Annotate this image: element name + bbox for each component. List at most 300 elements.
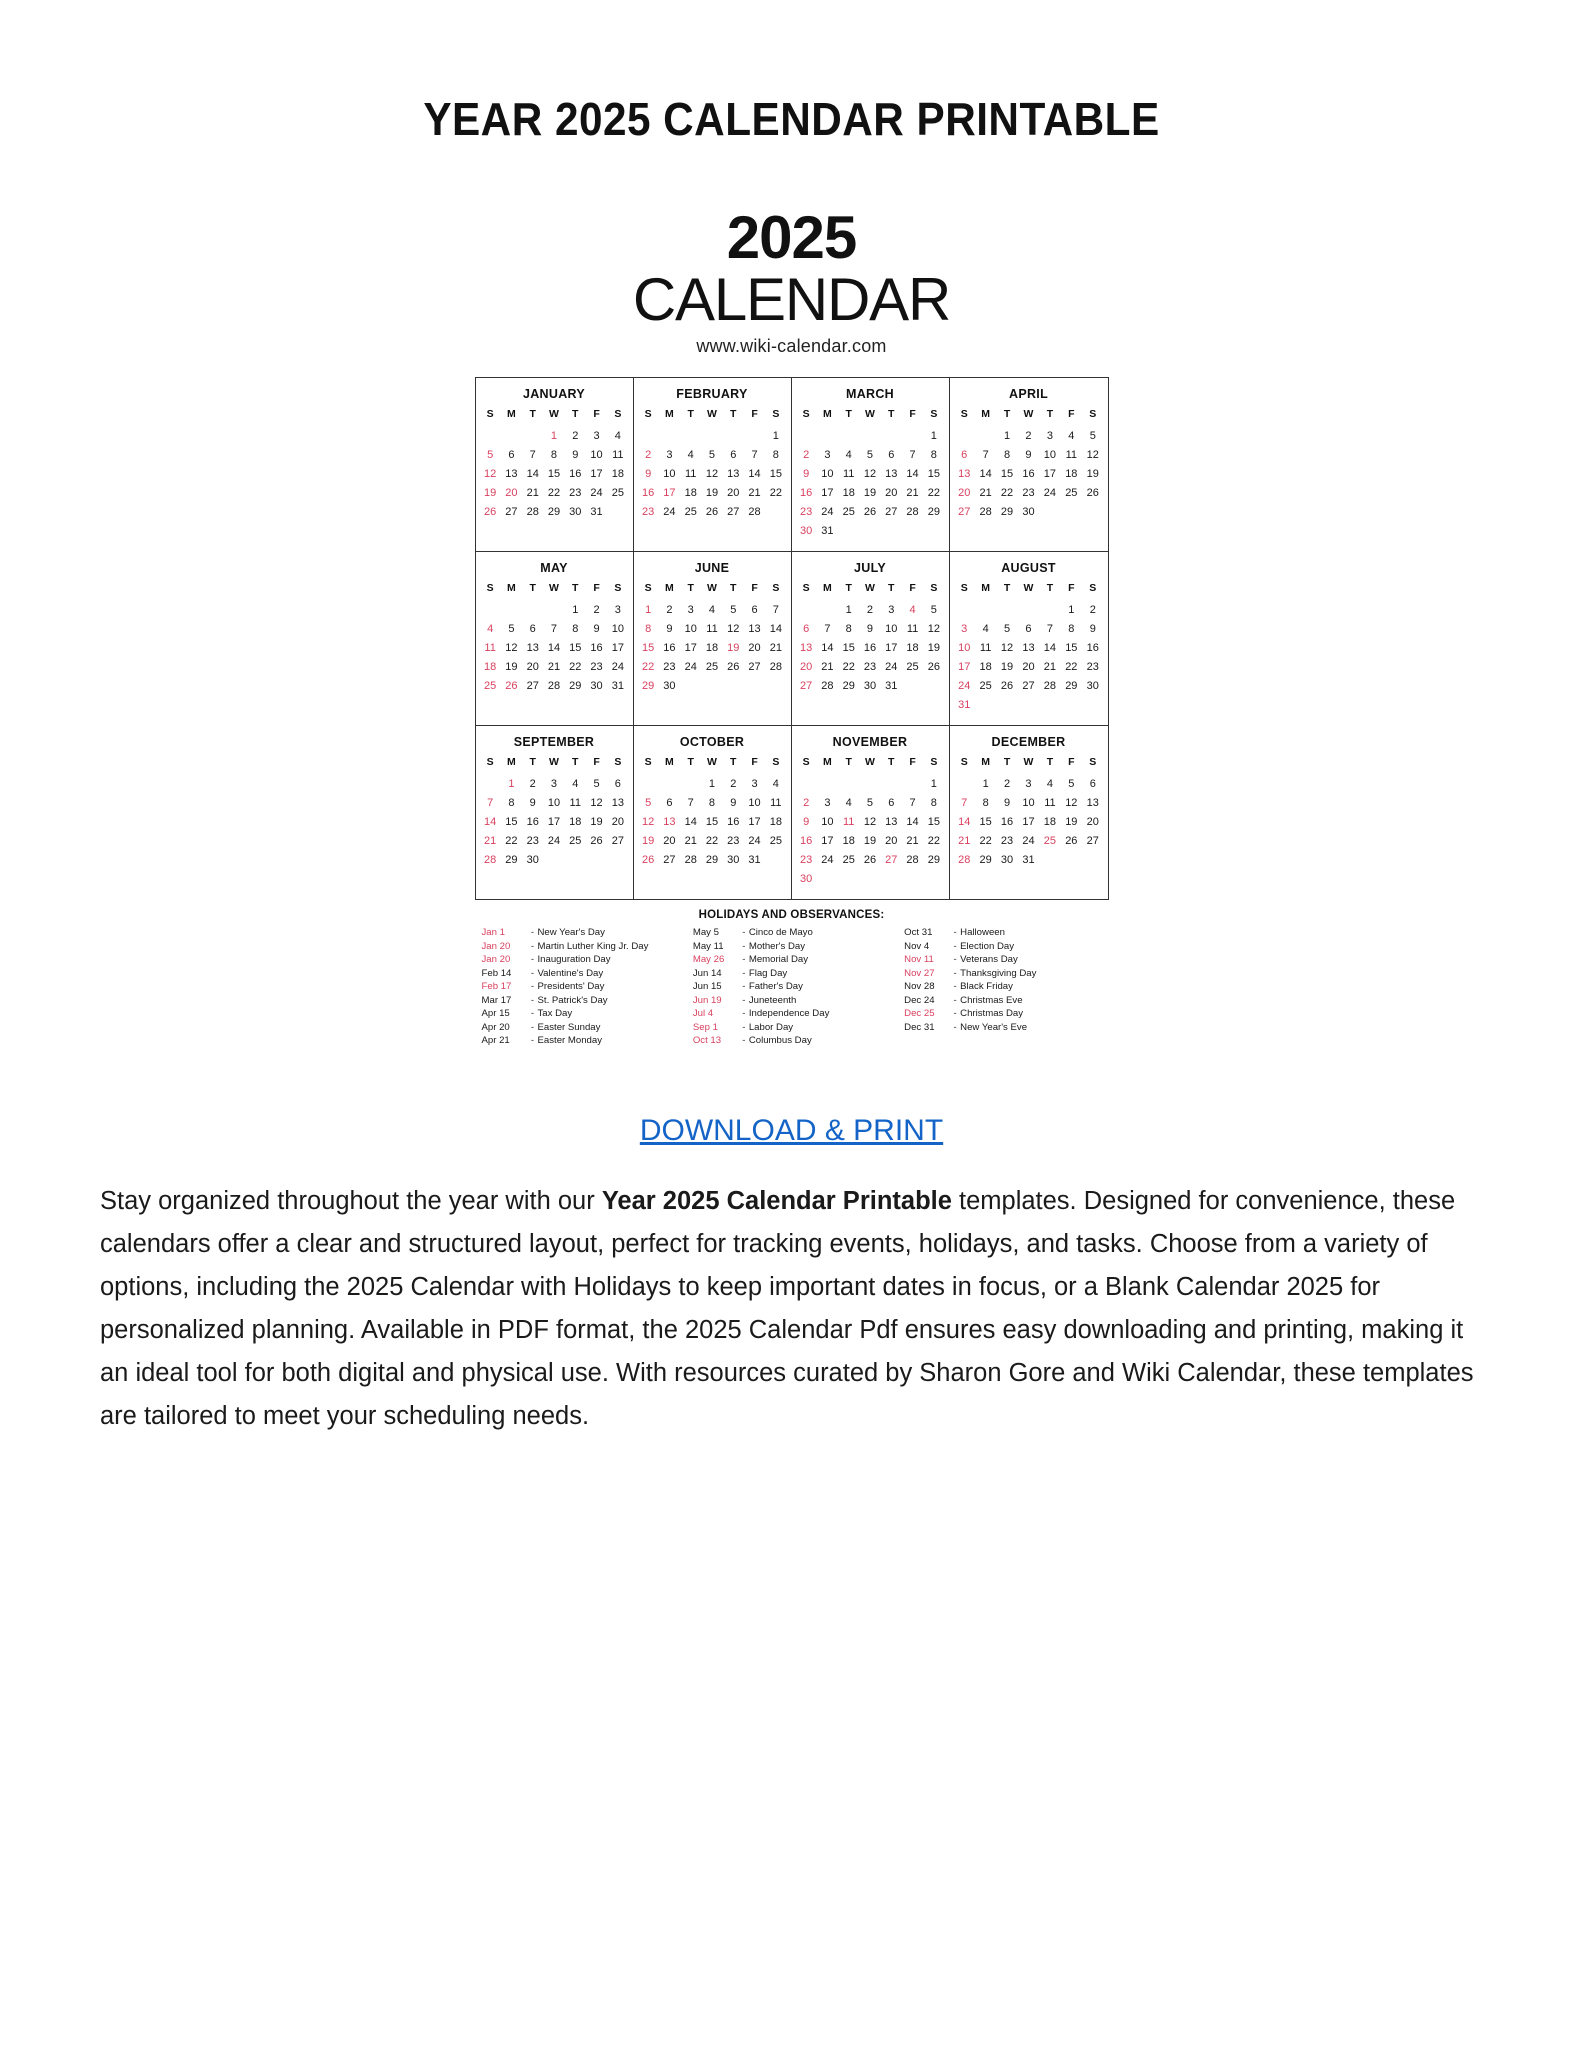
holiday-name: Tax Day <box>537 1008 573 1019</box>
day-cell: 5 <box>1089 429 1096 442</box>
day-cell-empty <box>522 600 543 619</box>
day-cell: 11 <box>1065 448 1078 461</box>
weekday-header: T <box>730 756 737 768</box>
week-row <box>480 676 629 695</box>
weekday-header: S <box>644 756 652 768</box>
day-cell-empty <box>744 426 765 445</box>
day-cell: 30 <box>1022 505 1035 518</box>
day-cell: 15 <box>927 467 940 480</box>
holiday-row <box>482 926 679 940</box>
day-cell: 25 <box>979 679 992 692</box>
day-cell: 27 <box>885 853 898 866</box>
day-cell: 25 <box>1043 834 1057 847</box>
week-row <box>796 483 945 502</box>
day-cell: 17 <box>821 834 834 847</box>
day-cell: 14 <box>958 815 971 828</box>
day-cell: 12 <box>1086 448 1099 461</box>
month-table <box>480 582 629 695</box>
day-cell: 7 <box>909 448 916 461</box>
week-row <box>796 464 945 483</box>
week-row <box>638 812 787 831</box>
day-cell: 4 <box>687 448 694 461</box>
day-cell-empty <box>723 426 744 445</box>
day-cell: 8 <box>708 796 716 809</box>
day-cell-empty <box>817 869 838 888</box>
holidays-column <box>693 926 890 1048</box>
weekday-header: T <box>572 582 579 594</box>
holiday-row <box>482 1034 679 1048</box>
holidays-columns <box>476 926 1108 1048</box>
holiday-date: Mar 17 <box>481 994 512 1006</box>
holiday-separator: - <box>953 981 957 992</box>
month-table <box>796 756 945 888</box>
day-cell: 19 <box>863 486 877 499</box>
day-cell: 9 <box>1089 622 1096 635</box>
weekday-header: W <box>549 756 559 768</box>
weekday-header: S <box>802 756 810 768</box>
day-cell: 9 <box>866 622 874 635</box>
weekday-header: S <box>486 582 494 594</box>
day-cell: 28 <box>684 853 697 866</box>
day-cell: 9 <box>803 467 810 480</box>
holiday-name: Easter Sunday <box>537 1021 601 1033</box>
download-and-print-link[interactable]: DOWNLOAD & PRINT <box>639 1113 944 1147</box>
day-cell: 14 <box>526 467 539 480</box>
day-cell-empty <box>765 676 786 695</box>
day-cell: 4 <box>1046 777 1053 790</box>
weekday-header: T <box>845 582 852 594</box>
day-cell: 3 <box>824 796 831 809</box>
day-cell-empty <box>1039 502 1060 521</box>
month-table <box>954 582 1104 714</box>
day-cell: 28 <box>748 505 761 518</box>
day-cell: 20 <box>611 815 624 828</box>
day-cell: 10 <box>547 796 561 809</box>
day-cell: 12 <box>590 796 603 809</box>
day-cell: 7 <box>824 622 831 635</box>
weekday-header: W <box>549 408 559 420</box>
month-table <box>954 756 1104 869</box>
weekday-header: S <box>802 408 810 420</box>
day-cell-empty <box>723 676 744 695</box>
day-cell: 20 <box>958 486 971 499</box>
month-name: AUGUST <box>1001 561 1056 575</box>
weekday-header: S <box>644 408 652 420</box>
holiday-name: Presidents' Day <box>537 981 605 992</box>
weekday-header: S <box>644 582 652 594</box>
holiday-row <box>693 1007 890 1021</box>
week-row <box>796 793 945 812</box>
week-row <box>480 850 629 869</box>
day-cell: 19 <box>1000 660 1014 673</box>
day-cell: 2 <box>666 603 673 616</box>
day-cell-empty <box>954 426 975 445</box>
day-cell: 18 <box>569 815 582 828</box>
day-cell: 10 <box>1043 448 1057 461</box>
day-cell: 4 <box>845 448 852 461</box>
day-cell: 10 <box>684 622 697 635</box>
month-table <box>954 408 1104 521</box>
holiday-row <box>904 980 1101 994</box>
day-cell: 10 <box>611 622 624 635</box>
day-cell: 28 <box>906 505 919 518</box>
day-cell: 21 <box>979 486 992 499</box>
day-cell: 22 <box>642 660 655 673</box>
day-cell: 8 <box>550 448 558 461</box>
day-cell: 26 <box>1065 834 1078 847</box>
day-cell: 14 <box>906 467 919 480</box>
day-cell: 17 <box>885 641 898 654</box>
weekday-header: S <box>960 756 968 768</box>
holiday-row <box>482 1007 679 1021</box>
day-cell: 24 <box>663 505 676 518</box>
day-cell: 18 <box>484 660 497 673</box>
day-cell-empty <box>796 426 817 445</box>
day-cell: 25 <box>842 505 855 518</box>
holiday-separator: - <box>953 1021 957 1033</box>
day-cell: 23 <box>1022 486 1035 499</box>
day-cell: 9 <box>1025 448 1032 461</box>
holiday-row <box>904 1007 1101 1021</box>
week-row <box>954 600 1104 619</box>
month-table <box>638 408 787 521</box>
day-cell: 29 <box>979 853 992 866</box>
week-row <box>954 483 1104 502</box>
day-cell: 6 <box>1089 777 1096 790</box>
week-row <box>796 638 945 657</box>
weekday-header: S <box>486 408 494 420</box>
week-row <box>638 638 787 657</box>
day-cell: 29 <box>705 853 719 866</box>
month-name: APRIL <box>1009 387 1048 401</box>
weekday-header: S <box>772 756 780 768</box>
month-table <box>480 756 629 869</box>
day-cell: 21 <box>906 486 919 499</box>
weekday-header: T <box>529 582 536 594</box>
day-cell: 15 <box>1000 467 1014 480</box>
month-name: JANUARY <box>522 387 586 401</box>
day-cell: 3 <box>751 777 758 790</box>
day-cell: 25 <box>484 679 497 692</box>
week-row <box>638 426 787 445</box>
holiday-name: St. Patrick's Day <box>537 994 608 1006</box>
weekday-header: T <box>1003 756 1011 768</box>
month-block <box>792 552 950 726</box>
day-cell-empty <box>975 426 996 445</box>
day-cell: 21 <box>526 486 539 499</box>
day-cell: 3 <box>1046 429 1053 442</box>
weekday-header: F <box>751 408 758 420</box>
day-cell: 5 <box>866 448 874 461</box>
day-cell: 1 <box>772 429 779 442</box>
weekday-header: W <box>1023 408 1034 420</box>
holiday-date: Apr 21 <box>481 1035 510 1046</box>
week-row <box>954 619 1104 638</box>
day-cell: 21 <box>547 660 561 673</box>
day-cell: 11 <box>842 815 855 828</box>
holiday-row <box>904 953 1101 967</box>
weekday-header: T <box>687 756 694 768</box>
holiday-name: Martin Luther King Jr. Day <box>537 940 649 952</box>
week-row <box>796 521 945 540</box>
holiday-date: Jun 15 <box>692 981 722 992</box>
day-cell: 24 <box>611 660 624 673</box>
holiday-separator: - <box>530 981 535 992</box>
weekday-header: F <box>909 408 916 420</box>
weekday-header: F <box>593 408 600 420</box>
day-cell: 3 <box>687 603 694 616</box>
day-cell: 25 <box>1065 486 1078 499</box>
day-cell: 27 <box>526 679 539 692</box>
day-cell: 2 <box>730 777 737 790</box>
day-cell: 12 <box>727 622 740 635</box>
calendar-logo <box>392 204 1192 356</box>
holiday-name: Christmas Day <box>960 1008 1024 1019</box>
weekday-header: M <box>823 756 832 768</box>
holiday-row <box>693 980 890 994</box>
day-cell: 23 <box>800 853 813 866</box>
weekday-header: S <box>802 582 810 594</box>
day-cell: 13 <box>505 467 518 480</box>
week-row <box>638 850 787 869</box>
day-cell-empty <box>1082 850 1103 869</box>
day-cell: 24 <box>1022 834 1035 847</box>
month-block <box>634 726 792 899</box>
weekday-header: W <box>1023 756 1034 768</box>
day-cell-empty <box>975 600 996 619</box>
holiday-date: Oct 31 <box>904 927 933 938</box>
day-cell: 27 <box>958 505 971 518</box>
day-cell: 20 <box>1086 815 1099 828</box>
day-cell-empty <box>859 774 880 793</box>
day-cell: 26 <box>642 853 655 866</box>
day-cell: 5 <box>487 448 494 461</box>
day-cell: 24 <box>748 834 761 847</box>
day-cell: 29 <box>927 505 940 518</box>
day-cell: 22 <box>769 486 782 499</box>
weekday-header: T <box>888 582 895 594</box>
day-cell: 25 <box>569 834 582 847</box>
day-cell: 19 <box>505 660 518 673</box>
month-table <box>796 582 945 695</box>
holiday-separator: - <box>742 1021 746 1033</box>
day-cell: 22 <box>1000 486 1014 499</box>
day-cell: 14 <box>684 815 697 828</box>
day-cell-empty <box>881 774 902 793</box>
calendar-graphic <box>392 146 1192 1048</box>
day-cell: 23 <box>569 486 582 499</box>
day-cell: 28 <box>906 853 919 866</box>
holiday-separator: - <box>742 927 746 938</box>
holiday-date: Nov 27 <box>904 967 935 979</box>
week-row <box>796 850 945 869</box>
holiday-separator: - <box>530 1035 535 1046</box>
holiday-name: Independence Day <box>748 1008 830 1019</box>
month-table <box>796 408 945 540</box>
day-cell: 30 <box>590 679 603 692</box>
day-cell: 1 <box>845 603 852 616</box>
month-name: OCTOBER <box>679 735 745 749</box>
holidays-section <box>476 909 1108 1048</box>
day-cell: 27 <box>885 505 898 518</box>
week-row <box>638 483 787 502</box>
holiday-name: Veterans Day <box>960 954 1018 965</box>
day-cell-empty <box>480 774 501 793</box>
holiday-separator: - <box>530 954 535 965</box>
day-cell: 2 <box>866 603 874 616</box>
day-cell: 17 <box>1043 467 1057 480</box>
weekday-header: T <box>730 582 737 594</box>
day-cell: 1 <box>708 777 716 790</box>
weekday-header: M <box>981 582 990 594</box>
day-cell-empty <box>902 521 923 540</box>
day-cell: 21 <box>1043 660 1057 673</box>
holiday-date: Dec 24 <box>904 994 935 1006</box>
month-name: NOVEMBER <box>832 735 908 749</box>
day-cell: 23 <box>590 660 603 673</box>
weekday-header: S <box>614 582 622 594</box>
day-cell: 6 <box>508 448 515 461</box>
week-row <box>954 812 1104 831</box>
day-cell: 21 <box>821 660 834 673</box>
day-cell: 6 <box>529 622 536 635</box>
day-cell: 4 <box>614 429 621 442</box>
day-cell: 3 <box>550 777 558 790</box>
day-cell: 9 <box>666 622 673 635</box>
day-cell: 30 <box>800 872 813 885</box>
holiday-date: Jan 20 <box>481 940 511 952</box>
day-cell: 3 <box>888 603 895 616</box>
holiday-date: Jan 1 <box>481 927 505 938</box>
day-cell: 7 <box>909 796 916 809</box>
weekday-header: S <box>960 582 968 594</box>
day-cell: 15 <box>505 815 518 828</box>
day-cell: 25 <box>705 660 719 673</box>
day-cell: 29 <box>927 853 940 866</box>
day-cell: 1 <box>645 603 652 616</box>
day-cell: 18 <box>906 641 919 654</box>
month-block <box>634 552 792 726</box>
day-cell: 26 <box>927 660 940 673</box>
day-cell-empty <box>701 426 722 445</box>
day-cell: 11 <box>484 641 496 654</box>
week-row <box>954 850 1104 869</box>
day-cell: 26 <box>505 679 518 692</box>
weekday-header: T <box>1046 408 1054 420</box>
day-cell: 16 <box>800 834 813 847</box>
day-cell: 23 <box>663 660 676 673</box>
day-cell: 26 <box>727 660 740 673</box>
weekday-header: S <box>486 756 494 768</box>
month-table <box>480 408 629 521</box>
day-cell-empty <box>996 695 1017 714</box>
day-cell: 14 <box>1043 641 1057 654</box>
day-cell: 20 <box>748 641 761 654</box>
weekday-header: F <box>1068 756 1075 768</box>
day-cell: 17 <box>684 641 697 654</box>
weekday-header: T <box>687 582 694 594</box>
holiday-separator: - <box>953 994 957 1006</box>
month-table <box>638 582 787 695</box>
holiday-separator: - <box>953 967 957 979</box>
day-cell: 5 <box>1068 777 1075 790</box>
holiday-name: Columbus Day <box>748 1035 812 1046</box>
holiday-date: Nov 4 <box>904 940 930 952</box>
day-cell: 5 <box>508 622 515 635</box>
day-cell: 20 <box>885 486 898 499</box>
week-row <box>480 619 629 638</box>
day-cell: 19 <box>927 641 940 654</box>
day-cell: 30 <box>663 679 676 692</box>
day-cell: 23 <box>1086 660 1099 673</box>
day-cell: 11 <box>842 467 855 480</box>
month-name: JULY <box>853 561 886 575</box>
day-cell: 14 <box>484 815 497 828</box>
day-cell: 30 <box>800 524 813 537</box>
week-row <box>796 676 945 695</box>
day-cell: 27 <box>611 834 624 847</box>
holidays-column <box>904 926 1101 1048</box>
week-row <box>638 831 787 850</box>
day-cell: 12 <box>642 815 655 828</box>
weekday-header: S <box>930 582 938 594</box>
day-cell: 27 <box>727 505 740 518</box>
day-cell: 30 <box>1000 853 1014 866</box>
day-cell-empty <box>923 676 944 695</box>
weekday-header: T <box>572 756 579 768</box>
day-cell-empty <box>638 426 659 445</box>
day-cell: 30 <box>863 679 877 692</box>
day-cell: 12 <box>863 815 877 828</box>
holiday-row <box>482 1021 679 1035</box>
weekday-header: F <box>1068 408 1075 420</box>
weekday-header: S <box>772 408 780 420</box>
day-cell: 24 <box>590 486 603 499</box>
day-cell: 16 <box>526 815 539 828</box>
holiday-row <box>904 926 1101 940</box>
weekday-header: T <box>529 408 536 420</box>
day-cell-empty <box>680 426 701 445</box>
day-cell: 4 <box>982 622 989 635</box>
calendar-logo-url: www.wiki-calendar.com <box>696 336 887 356</box>
day-cell: 13 <box>885 815 898 828</box>
day-cell: 21 <box>906 834 919 847</box>
day-cell-empty <box>902 774 923 793</box>
day-cell: 7 <box>751 448 758 461</box>
day-cell: 3 <box>593 429 600 442</box>
day-cell: 13 <box>800 641 813 654</box>
holiday-date: May 11 <box>692 940 724 952</box>
week-row <box>480 638 629 657</box>
day-cell: 15 <box>569 641 582 654</box>
month-name: MAY <box>540 561 568 575</box>
day-cell: 8 <box>1003 448 1011 461</box>
day-cell: 9 <box>803 815 810 828</box>
day-cell-empty <box>480 600 501 619</box>
day-cell-empty <box>680 774 701 793</box>
day-cell: 21 <box>958 834 971 847</box>
holiday-date: Jun 19 <box>692 994 722 1006</box>
holiday-row <box>904 994 1101 1008</box>
week-row <box>796 831 945 850</box>
holiday-separator: - <box>742 994 746 1006</box>
day-cell-empty <box>1039 850 1060 869</box>
day-cell: 10 <box>748 796 761 809</box>
weekday-header: T <box>529 756 536 768</box>
day-cell: 21 <box>748 486 761 499</box>
day-cell-empty <box>881 869 902 888</box>
day-cell-empty <box>838 774 859 793</box>
